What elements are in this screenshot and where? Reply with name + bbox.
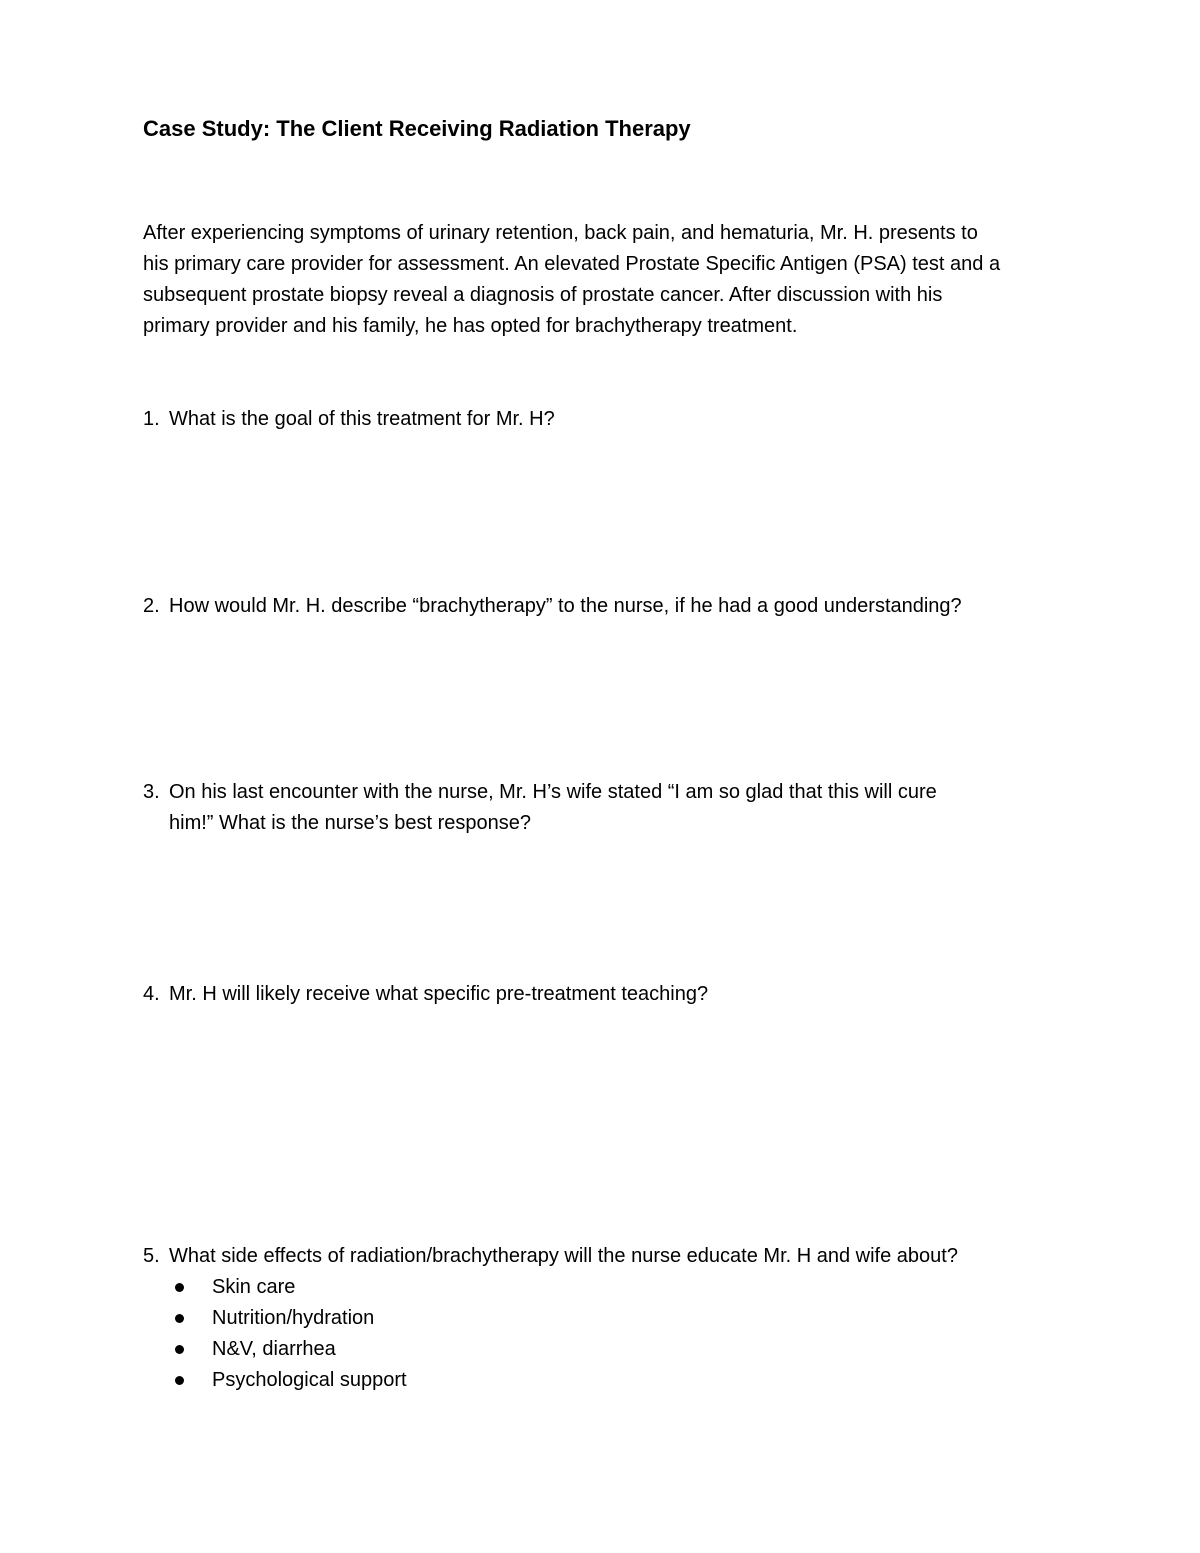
question-line: Mr. H will likely receive what specific pre-treatment teaching?	[169, 983, 709, 1005]
intro-line: primary provider and his family, he has opted for brachytherapy treatment.	[143, 315, 798, 337]
question-number: 2.	[143, 595, 160, 617]
intro-paragraph	[143, 218, 1073, 342]
bullet-icon	[175, 1314, 184, 1323]
question-line: What side effects of radiation/brachytherapy will the nurse educate Mr. H and wife about?	[169, 1245, 958, 1267]
question-1	[143, 404, 1063, 435]
list-item	[172, 1365, 407, 1396]
question-text	[169, 591, 1063, 622]
question-line: him!” What is the nurse’s best response?	[169, 812, 532, 834]
list-item	[172, 1334, 407, 1365]
question-line: On his last encounter with the nurse, Mr. H’s wife stated “I am so glad that this will cure	[169, 781, 937, 803]
list-item-text: Psychological support	[212, 1369, 407, 1391]
question-text	[169, 404, 1063, 435]
question-3	[143, 777, 1063, 839]
list-item	[172, 1272, 407, 1303]
intro-line: subsequent prostate biopsy reveal a diagnosis of prostate cancer. After discussion with his	[143, 284, 943, 306]
list-item-text: Nutrition/hydration	[212, 1307, 375, 1329]
list-item-text: Skin care	[212, 1276, 296, 1298]
question-number: 1.	[143, 408, 160, 430]
question-text	[169, 777, 1063, 839]
bullet-icon	[175, 1376, 184, 1385]
question-text	[169, 1241, 1063, 1272]
bullet-icon	[175, 1283, 184, 1292]
bullet-icon	[175, 1345, 184, 1354]
question-5	[143, 1241, 1063, 1272]
question-number: 4.	[143, 983, 160, 1005]
side-effects-list	[172, 1272, 407, 1396]
document-title: Case Study: The Client Receiving Radiation Therapy	[143, 116, 691, 141]
question-line: What is the goal of this treatment for Mr. H?	[169, 408, 555, 430]
question-number: 5.	[143, 1245, 160, 1267]
list-item	[172, 1303, 407, 1334]
question-4	[143, 979, 1063, 1010]
question-2	[143, 591, 1063, 622]
question-number: 3.	[143, 781, 160, 803]
intro-line: his primary care provider for assessment. An elevated Prostate Specific Antigen (PSA) test and a	[143, 253, 1001, 275]
question-text	[169, 979, 1063, 1010]
intro-line: After experiencing symptoms of urinary retention, back pain, and hematuria, Mr. H. presents to	[143, 222, 978, 244]
list-item-text: N&V, diarrhea	[212, 1338, 336, 1360]
question-line: How would Mr. H. describe “brachytherapy” to the nurse, if he had a good understanding?	[169, 595, 962, 617]
